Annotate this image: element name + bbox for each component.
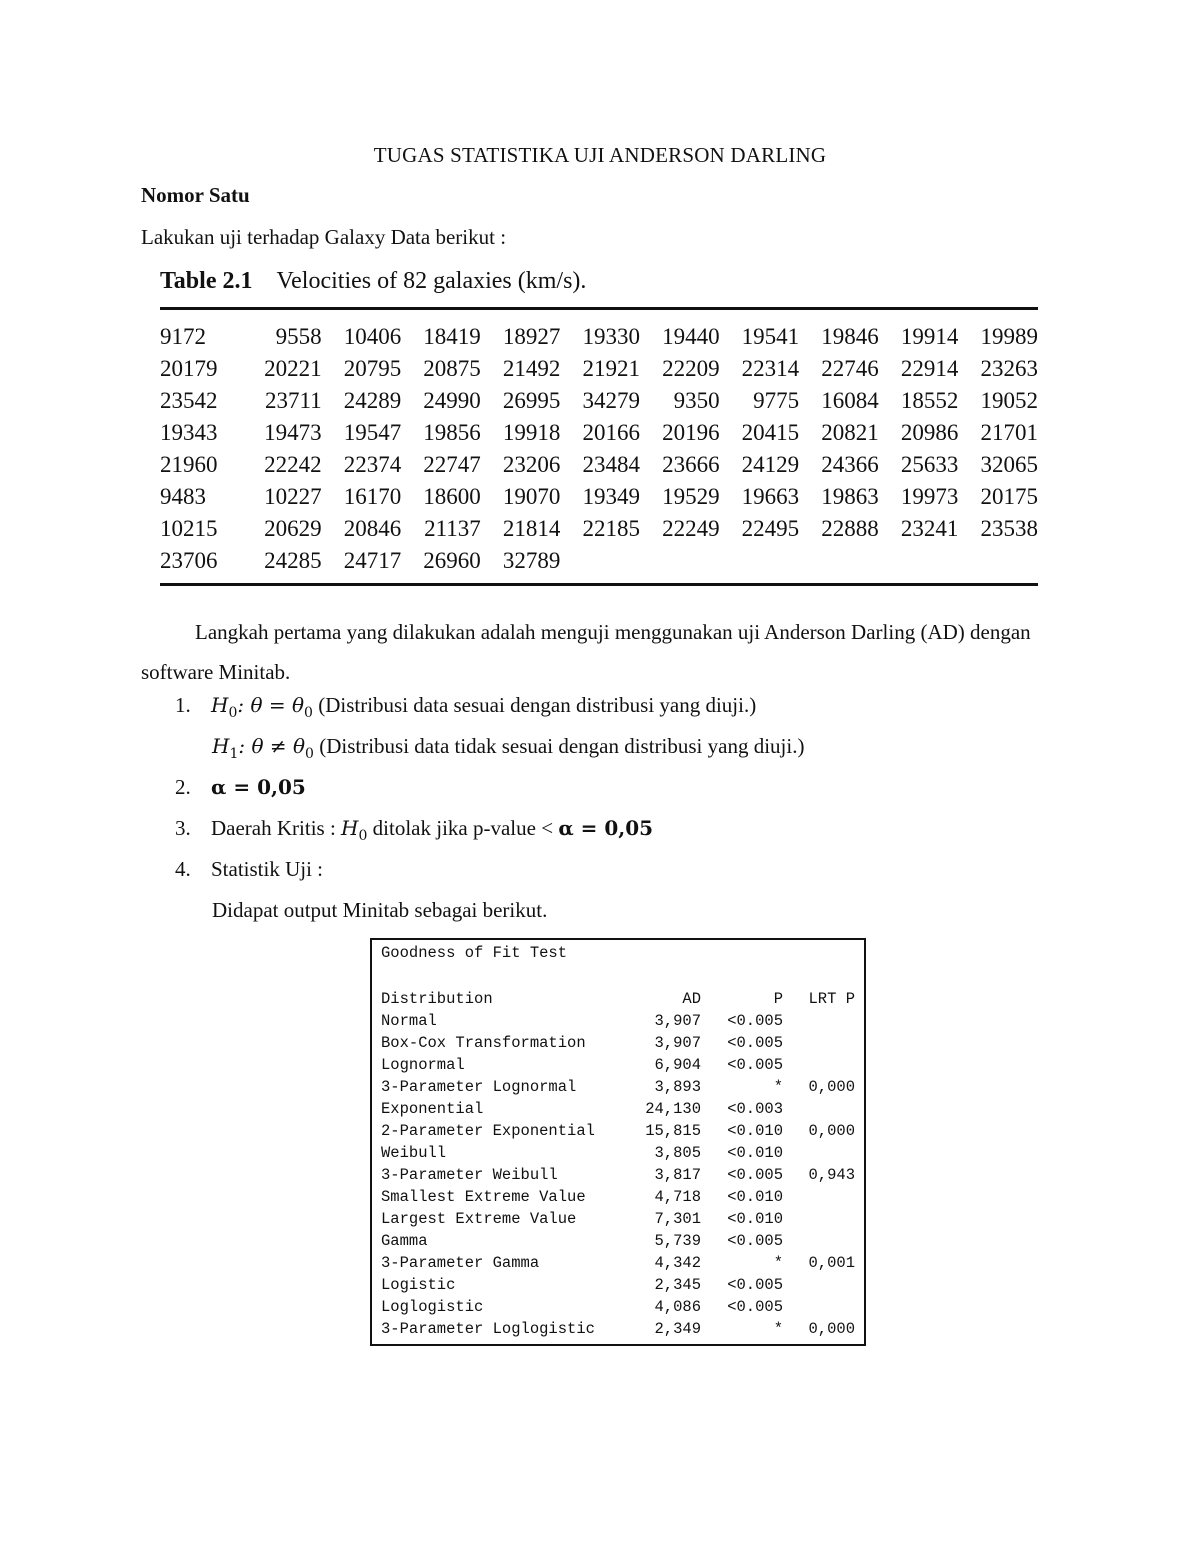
velocity-cell: 20795 (343, 356, 402, 381)
velocity-cell: 22374 (343, 452, 402, 477)
step-number: 1. (175, 693, 191, 717)
table-row (381, 1142, 855, 1164)
step-hypothesis-h1 (212, 734, 804, 762)
distribution-name: Smallest Extreme Value (381, 1188, 586, 1206)
table-header-row (381, 988, 855, 1010)
section-heading: Nomor Satu (141, 183, 250, 207)
method-paragraph-text: Langkah pertama yang dilakukan adalah menguji menggunakan uji Anderson Darling (AD) dengan software Minitab. (141, 620, 1031, 684)
distribution-name: Weibull (381, 1144, 447, 1162)
velocity-cell: 9350 (673, 388, 720, 413)
distribution-name: Lognormal (381, 1056, 465, 1074)
lrt-p-value (783, 1296, 855, 1318)
h0-description: (Distribusi data sesuai dengan distribusi yang diuji.) (312, 693, 757, 717)
distribution-name: 3-Parameter Weibull (381, 1166, 558, 1184)
table-row (381, 1164, 855, 1186)
table-row (381, 1208, 855, 1230)
lrt-p-value (783, 1054, 855, 1076)
velocity-cell: 10406 (343, 324, 402, 349)
p-value: <0.005 (727, 1166, 783, 1184)
velocity-cell: 22185 (582, 516, 640, 541)
velocity-cell: 23711 (264, 388, 322, 413)
distribution-name: Box-Cox Transformation (381, 1034, 586, 1052)
h1-description: (Distribusi data tidak sesuai dengan distribusi yang diuji.) (313, 734, 805, 758)
velocity-cell: 25633 (900, 452, 959, 477)
h1-symbol: $H_1$: $\theta \ne \theta_0$ (212, 734, 314, 762)
ad-value: 3,805 (654, 1144, 701, 1162)
header-ad: AD (682, 990, 701, 1008)
velocity-cell: 20415 (741, 420, 800, 445)
velocity-cell: 26960 (423, 548, 481, 573)
velocity-cell: 18600 (423, 484, 481, 509)
velocity-cell: 22888 (821, 516, 879, 541)
critical-alpha: α = 0,05 (558, 816, 654, 840)
velocity-cell: 22747 (423, 452, 481, 477)
velocity-cell: 19863 (821, 484, 879, 509)
distribution-name: Loglogistic (381, 1298, 484, 1316)
velocity-cell: 19914 (900, 324, 959, 349)
table-row (381, 1010, 855, 1032)
header-distribution: Distribution (381, 990, 493, 1008)
step-number: 4. (175, 857, 191, 881)
velocity-cell: 19856 (423, 420, 481, 445)
step-critical-region (141, 816, 653, 844)
table-bottom-rule (160, 583, 1038, 586)
lrt-p-value (783, 1274, 855, 1296)
lrt-p-value: 0,000 (808, 1078, 855, 1096)
velocity-cell: 22914 (900, 356, 959, 381)
velocity-cell: 20629 (264, 516, 322, 541)
velocity-cell: 19846 (821, 324, 879, 349)
alpha-value: α = 0,05 (211, 775, 306, 799)
h0-symbol: $H_0$: $\theta = \theta_0$ (211, 693, 313, 721)
velocity-cell: 32065 (980, 452, 1038, 477)
velocity-cell: 22495 (741, 516, 800, 541)
intro-text: Lakukan uji terhadap Galaxy Data berikut : (141, 225, 507, 249)
velocity-cell: 21960 (160, 452, 218, 477)
velocity-cell: 23538 (980, 516, 1038, 541)
velocity-cell: 21701 (980, 420, 1038, 445)
step-number: 2. (175, 775, 191, 799)
velocity-cell: 20166 (582, 420, 640, 445)
velocity-cell: 24717 (343, 548, 402, 573)
velocity-cell: 19349 (582, 484, 640, 509)
method-paragraph (141, 612, 1061, 692)
critical-h0-symbol: $H_0$ (341, 816, 368, 844)
velocity-cell: 23706 (160, 548, 218, 573)
distribution-name: Largest Extreme Value (381, 1210, 577, 1228)
velocity-cell: 19541 (741, 324, 800, 349)
p-value: <0.010 (727, 1188, 783, 1206)
velocity-cell: 20196 (662, 420, 720, 445)
velocity-cell: 20821 (821, 420, 879, 445)
velocity-cell: 19989 (980, 324, 1038, 349)
header-lrt-p: LRT P (808, 990, 855, 1008)
velocity-cell: 19440 (662, 324, 720, 349)
velocity-cell: 23241 (900, 516, 959, 541)
lrt-p-value (783, 1098, 855, 1120)
table-row (381, 1296, 855, 1318)
lrt-p-value (783, 1010, 855, 1032)
ad-value: 5,739 (654, 1232, 701, 1250)
p-value: <0.010 (727, 1144, 783, 1162)
ad-value: 15,815 (645, 1122, 701, 1140)
p-value: <0.010 (727, 1210, 783, 1228)
velocity-cell: 22242 (264, 452, 322, 477)
velocity-cell: 23666 (662, 452, 720, 477)
velocity-cell: 23263 (980, 356, 1038, 381)
galaxy-velocity-table (160, 321, 1038, 577)
velocity-cell: 26995 (502, 388, 561, 413)
table-row (381, 1318, 855, 1340)
velocity-cell: 21814 (502, 516, 561, 541)
lrt-p-value (783, 1230, 855, 1252)
table-row (381, 1186, 855, 1208)
velocity-cell: 24285 (264, 548, 322, 573)
table-row (381, 1032, 855, 1054)
velocity-cell: 19529 (662, 484, 720, 509)
critical-text-a: Daerah Kritis : (211, 816, 342, 840)
velocity-cell: 22314 (741, 356, 800, 381)
velocity-cell: 9558 (275, 324, 322, 349)
velocity-cell: 24990 (423, 388, 481, 413)
velocity-cell: 16084 (821, 388, 879, 413)
velocity-cell: 24289 (343, 388, 402, 413)
ad-value: 2,345 (654, 1276, 701, 1294)
table-caption-number: Table 2.1 (160, 268, 253, 294)
lrt-p-value: 0,001 (808, 1254, 855, 1272)
ad-value: 4,086 (654, 1298, 701, 1316)
velocity-cell: 24129 (741, 452, 800, 477)
velocity-cell: 20179 (160, 356, 218, 381)
velocity-cell: 24366 (821, 452, 879, 477)
velocity-cell: 22209 (662, 356, 720, 381)
velocity-cell: 19330 (582, 324, 640, 349)
table-row (381, 1120, 855, 1142)
velocity-cell: 21492 (502, 356, 561, 381)
velocity-cell: 9775 (753, 388, 800, 413)
distribution-name: 2-Parameter Exponential (381, 1122, 595, 1140)
velocity-cell: 20986 (900, 420, 959, 445)
velocity-cell: 20846 (343, 516, 402, 541)
ad-value: 24,130 (645, 1100, 701, 1118)
lrt-p-value (783, 1186, 855, 1208)
table-row (381, 1076, 855, 1098)
distribution-name: Normal (381, 1012, 437, 1030)
step-alpha (141, 775, 306, 800)
velocity-cell: 21921 (582, 356, 640, 381)
velocity-cell: 21137 (424, 516, 481, 541)
lrt-p-value (783, 1032, 855, 1054)
minitab-title: Goodness of Fit Test (381, 944, 568, 962)
goodness-of-fit-table (381, 988, 855, 1340)
ad-value: 2,349 (654, 1320, 701, 1338)
velocity-cell: 19973 (900, 484, 959, 509)
critical-text-b: ditolak jika p-value < (367, 816, 559, 840)
ad-value: 4,718 (654, 1188, 701, 1206)
lrt-p-value: 0,943 (808, 1166, 855, 1184)
step-hypothesis-h0 (141, 693, 756, 721)
velocity-cell: 23206 (502, 452, 561, 477)
distribution-name: Logistic (381, 1276, 456, 1294)
velocity-cell: 19547 (343, 420, 402, 445)
ad-value: 3,817 (654, 1166, 701, 1184)
velocity-cell: 10215 (160, 516, 218, 541)
distribution-name: Exponential (381, 1100, 484, 1118)
document-title: TUGAS STATISTIKA UJI ANDERSON DARLING (373, 143, 827, 167)
step-number: 3. (175, 816, 191, 840)
p-value: <0.005 (727, 1056, 783, 1074)
velocity-cell: 23542 (160, 388, 218, 413)
ad-value: 3,907 (654, 1034, 701, 1052)
p-value: <0.005 (727, 1232, 783, 1250)
minitab-output-box (370, 938, 866, 1346)
lrt-p-value: 0,000 (808, 1320, 855, 1338)
table-row (381, 1098, 855, 1120)
velocity-cell: 34279 (582, 388, 640, 413)
distribution-name: 3-Parameter Lognormal (381, 1078, 577, 1096)
velocity-cell: 18419 (423, 324, 481, 349)
p-value: * (773, 1254, 783, 1272)
ad-value: 3,907 (654, 1012, 701, 1030)
step-test-statistic (141, 857, 323, 882)
output-intro: Didapat output Minitab sebagai berikut. (212, 898, 548, 922)
table-row (381, 1054, 855, 1076)
header-p: P (773, 990, 783, 1008)
p-value: <0.005 (727, 1298, 783, 1316)
p-value: * (773, 1078, 783, 1096)
p-value: <0.005 (727, 1034, 783, 1052)
lrt-p-value (783, 1142, 855, 1164)
velocity-cell: 23484 (582, 452, 640, 477)
ad-value: 3,893 (654, 1078, 701, 1096)
ad-value: 6,904 (654, 1056, 701, 1074)
velocity-cell: 32789 (502, 548, 561, 573)
p-value: <0.005 (727, 1012, 783, 1030)
velocity-cell: 22249 (662, 516, 720, 541)
velocity-cell: 19918 (502, 420, 561, 445)
table-row (381, 1230, 855, 1252)
distribution-name: 3-Parameter Gamma (381, 1254, 540, 1272)
velocity-cell: 19663 (741, 484, 800, 509)
velocity-cell: 19052 (980, 388, 1038, 413)
p-value: <0.003 (727, 1100, 783, 1118)
table-caption (160, 268, 586, 295)
distribution-name: Gamma (381, 1232, 428, 1250)
table-top-rule (160, 307, 1038, 310)
distribution-name: 3-Parameter Loglogistic (381, 1320, 595, 1338)
velocity-cell: 22746 (821, 356, 879, 381)
ad-value: 4,342 (654, 1254, 701, 1272)
table-caption-text: Velocities of 82 galaxies (km/s). (276, 268, 587, 294)
velocity-cell: 20875 (423, 356, 481, 381)
test-statistic-text: Statistik Uji : (211, 857, 324, 881)
ad-value: 7,301 (654, 1210, 701, 1228)
p-value: * (773, 1320, 783, 1338)
velocity-cell: 10227 (264, 484, 322, 509)
velocity-cell: 20221 (264, 356, 322, 381)
velocity-cell: 18927 (502, 324, 561, 349)
lrt-p-value: 0,000 (808, 1122, 855, 1140)
p-value: <0.010 (727, 1122, 783, 1140)
velocity-cell: 16170 (343, 484, 402, 509)
velocity-cell: 9172 (160, 324, 206, 349)
velocity-cell: 18552 (900, 388, 959, 413)
velocity-cell: 19473 (264, 420, 322, 445)
velocity-cell: 9483 (160, 484, 206, 509)
velocity-cell: 20175 (980, 484, 1038, 509)
lrt-p-value (783, 1208, 855, 1230)
table-row (381, 1252, 855, 1274)
p-value: <0.005 (727, 1276, 783, 1294)
table-row (381, 1274, 855, 1296)
velocity-cell: 19343 (160, 420, 218, 445)
velocity-cell: 19070 (502, 484, 561, 509)
